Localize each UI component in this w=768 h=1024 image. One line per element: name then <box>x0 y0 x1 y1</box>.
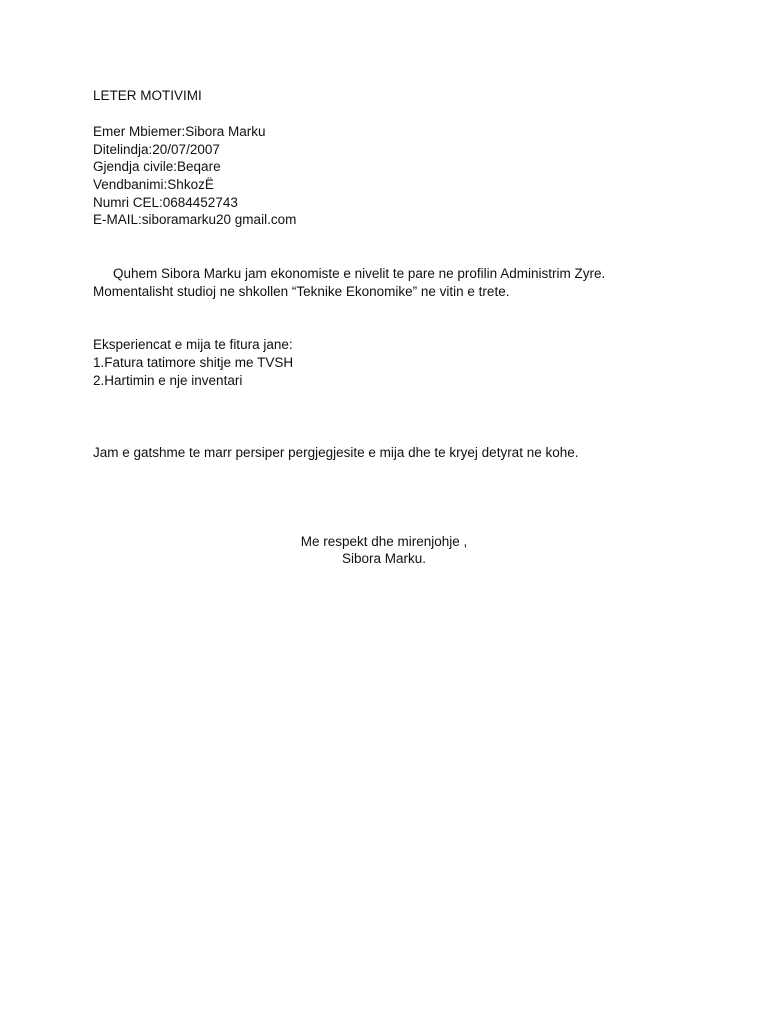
experience-item-2: 2.Hartimin e nje inventari <box>93 373 243 388</box>
detail-phone: Numri CEL:0684452743 <box>93 195 238 210</box>
intro-line-1: Quhem Sibora Marku jam ekonomiste e nivelit te pare ne profilin Administrim Zyre. <box>113 266 606 281</box>
commitment-text: Jam e gatshme te marr persiper pergjegjesite e mija dhe te kryej detyrat ne kohe. <box>93 445 579 460</box>
experience-heading: Eksperiencat e mija te fitura jane: <box>93 337 293 352</box>
signature-text: Sibora Marku. <box>341 551 427 566</box>
detail-civil-status: Gjendja civile:Beqare <box>93 159 221 174</box>
closing-text: Me respekt dhe mirenjohje , <box>300 534 468 549</box>
experience-item-1: 1.Fatura tatimore shitje me TVSH <box>93 355 294 370</box>
detail-birthdate: Ditelindja:20/07/2007 <box>93 142 220 157</box>
intro-line-2: Momentalisht studioj ne shkollen “Teknike Ekonomike” ne vitin e trete. <box>93 284 510 299</box>
detail-residence: Vendbanimi:ShkozË <box>93 177 214 192</box>
document-title: LETER MOTIVIMI <box>93 88 202 103</box>
detail-email: E-MAIL:siboramarku20 gmail.com <box>93 212 297 227</box>
detail-name: Emer Mbiemer:Sibora Marku <box>93 124 266 139</box>
